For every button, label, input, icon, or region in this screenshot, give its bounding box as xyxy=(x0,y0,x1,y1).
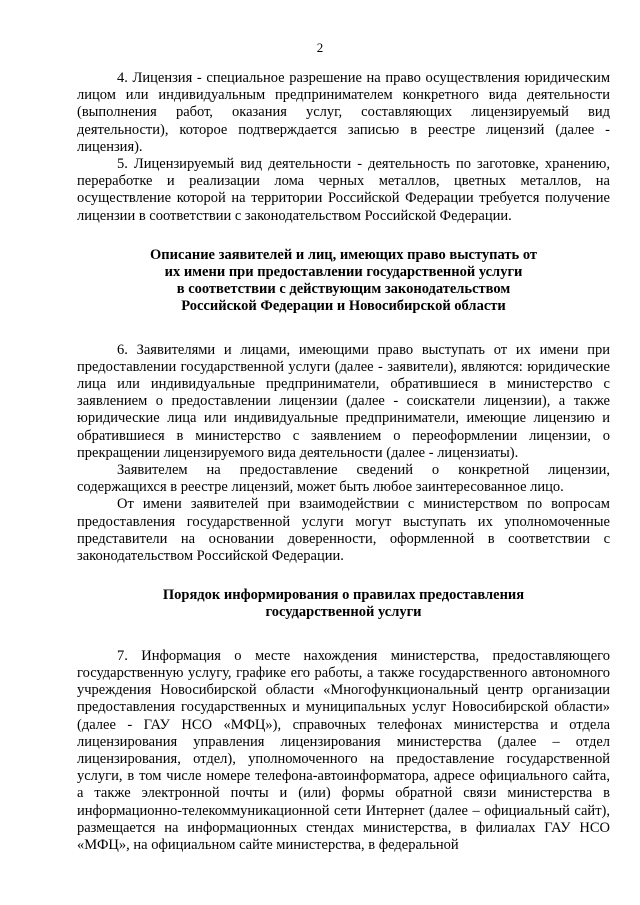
heading-line: государственной услуги xyxy=(265,604,422,621)
heading-line: Порядок информирования о правилах предоставления xyxy=(162,587,525,604)
paragraph-applicant-info: Заявителем на предоставление сведений о конкретной лицензии, содержащихся в реестре лицензий, может быть любое заинтересованное лицо. xyxy=(77,462,610,496)
paragraph-item-4: 4. Лицензия - специальное разрешение на право осуществления юридическим лицом или индивидуальным предпринимателем конкретного вида деятельности (выполнения работ, оказания услуг, составляющих лицензируемый вид деятельности), которое подтверждается записью в реестре лицензий (далее - лицензия). xyxy=(77,70,610,155)
section-heading-informing xyxy=(77,587,610,621)
page-number: 2 xyxy=(316,40,324,55)
paragraph-item-6: 6. Заявителями и лицами, имеющими право выступать от их имени при предоставлении государственной услуги (далее - заявители), являются: юридические лица или индивидуальные предприниматели, обратившиеся в министерство с заявлением о предоставлении лицензии (далее - соискатели лицензии), а также юридические лица или индивидуальные предприниматели, имеющие лицензию и обратившиеся в министерство с заявлением о переоформлении лицензии, о прекращении лицензируемого вида деятельности (далее - лицензиаты). xyxy=(77,341,610,461)
paragraph-item-7: 7. Информация о месте нахождения министерства, предоставляющего государственную услугу, графике его работы, а также государственного автономного учреждения Новосибирской области «Многофункциональный центр организации предоставления государственных и муниципальных услуг Новосибирской области» (далее - ГАУ НСО «МФЦ»), справочных телефонах министерства и отдела лицензирования управления лицензирования министерства (далее – отдел лицензирования, отдел), уполномоченного на предоставление государственной услуги, в том числе номере телефона-автоинформатора, адресе официального сайта, а также электронной почты и (или) формы обратной связи министерства в информационно-телекоммуникационной сети Интернет (далее – официальный сайт), размещается на информационных стендах министерства, в филиалах ГАУ НСО «МФЦ», на официальном сайте министерства, в федеральной xyxy=(77,647,610,853)
paragraph-item-5: 5. Лицензируемый вид деятельности - деятельность по заготовке, хранению, переработке и реализации лома черных металлов, цветных металлов, на осуществление которой на территории Российской Федерации требуется получение лицензии в соответствии с законодательством Российской Федерации. xyxy=(77,156,610,224)
heading-line: Российской Федерации и Новосибирской области xyxy=(181,298,506,315)
heading-line: их имени при предоставлении государственной услуги xyxy=(164,264,523,281)
heading-line: в соответствии с действующим законодательством xyxy=(176,281,511,298)
page-content xyxy=(77,70,610,854)
section-heading-applicants xyxy=(77,247,610,316)
heading-line: Описание заявителей и лиц, имеющих право выступать от xyxy=(150,246,537,263)
paragraph-representatives: От имени заявителей при взаимодействии с министерством по вопросам предоставления государственной услуги могут выступать их уполномоченные представители на основании доверенности, оформленной в соответствии с законодательством Российской Федерации. xyxy=(77,496,610,565)
